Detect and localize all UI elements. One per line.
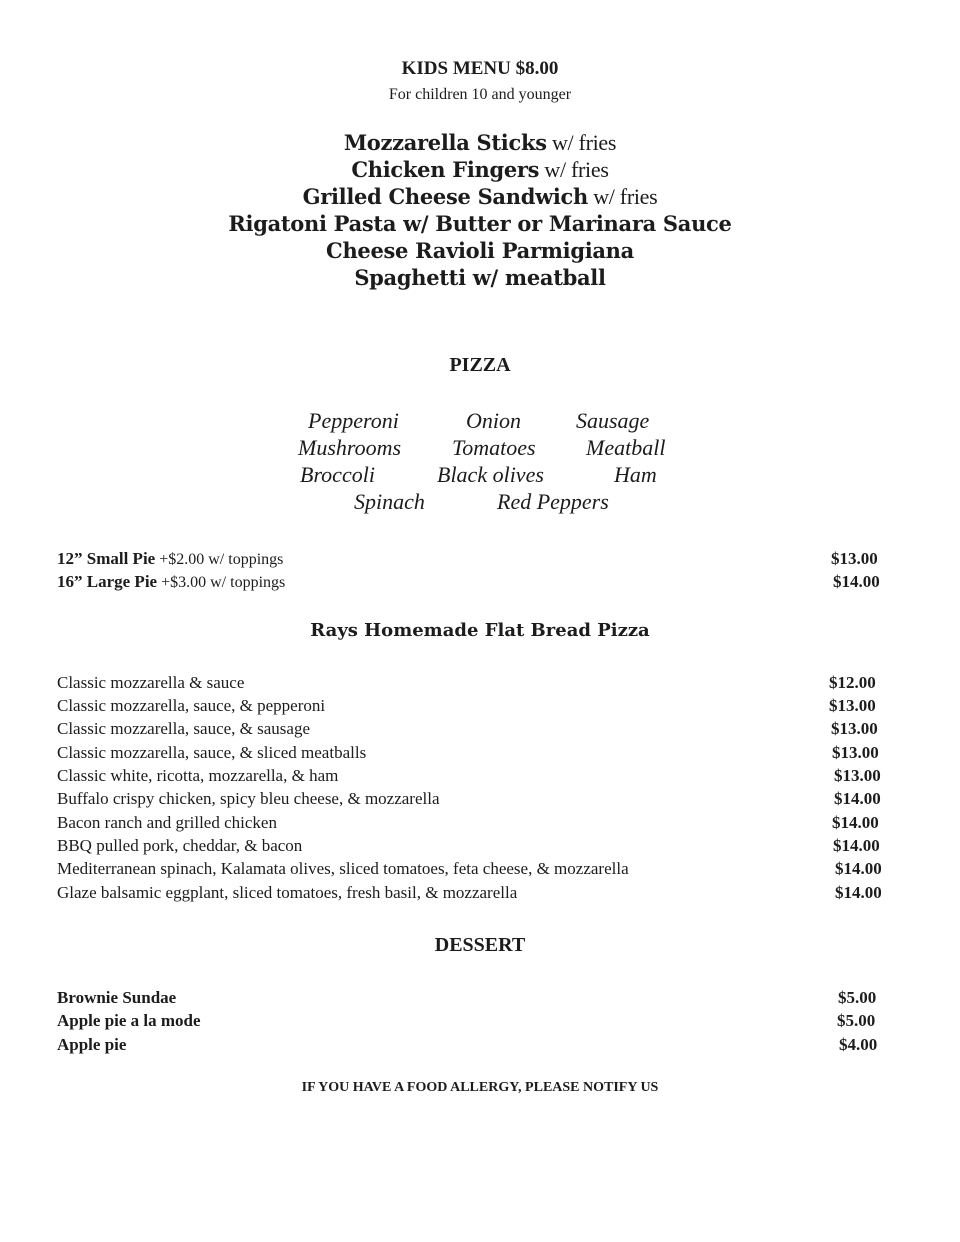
pie-label (57, 549, 283, 569)
kids-item-name: Chicken Fingers (351, 157, 540, 182)
pie-size: 16” Large Pie (57, 572, 158, 591)
pie-row (57, 549, 887, 571)
kids-item (0, 238, 960, 264)
flatbread-price: $13.00 (832, 743, 879, 762)
pie-size: 12” Small Pie (57, 549, 156, 568)
allergy-notice: IF YOU HAVE A FOOD ALLERGY, PLEASE NOTIFY US (301, 1080, 659, 1095)
kids-item-tail: w/ fries (588, 184, 658, 209)
flatbread-row (57, 859, 887, 881)
flatbread-name: Classic mozzarella, sauce, & sliced meatballs (57, 743, 367, 762)
flatbread-row (57, 673, 887, 695)
flatbread-name: Bacon ranch and grilled chicken (57, 813, 277, 832)
dessert-price: $5.00 (838, 988, 877, 1007)
flatbread-name: Classic mozzarella, sauce, & pepperoni (57, 696, 326, 715)
topping: Black olives (437, 462, 544, 487)
flatbread-price: $13.00 (831, 719, 878, 738)
flatbread-price: $13.00 (829, 696, 876, 715)
flatbread-name: Classic white, ricotta, mozzarella, & ham (57, 766, 339, 785)
kids-item (0, 211, 960, 237)
dessert-row (57, 988, 887, 1010)
kids-item (0, 130, 960, 156)
dessert-title: DESSERT (434, 934, 526, 956)
topping: Mushrooms (298, 435, 402, 460)
flatbread-row (57, 719, 887, 741)
flatbread-name: BBQ pulled pork, cheddar, & bacon (57, 836, 303, 855)
flatbread-row (57, 766, 887, 788)
kids-item (0, 184, 960, 210)
topping: Meatball (586, 435, 666, 460)
dessert-price: $5.00 (837, 1011, 876, 1030)
topping: Spinach (354, 489, 425, 514)
flatbread-price: $12.00 (829, 673, 876, 692)
dessert-price: $4.00 (839, 1035, 878, 1054)
flatbread-row (57, 696, 887, 718)
flatbread-title: Rays Homemade Flat Bread Pizza (310, 620, 650, 641)
flatbread-row (57, 743, 887, 765)
topping: Broccoli (300, 462, 375, 487)
kids-menu-subtitle: For children 10 and younger (388, 86, 572, 103)
pie-extra: +$3.00 w/ toppings (157, 574, 286, 591)
kids-item-name: Spaghetti w/ meatball (354, 265, 606, 290)
dessert-name: Apple pie a la mode (57, 1011, 201, 1030)
kids-item-name: Cheese Ravioli Parmigiana (326, 238, 634, 263)
flatbread-name: Classic mozzarella & sauce (57, 673, 245, 692)
kids-item-tail: w/ fries (539, 157, 609, 182)
pie-row (57, 572, 887, 594)
flatbread-name: Classic mozzarella, sauce, & sausage (57, 719, 311, 738)
topping: Pepperoni (308, 408, 399, 433)
pie-price: $14.00 (833, 572, 880, 591)
pie-price: $13.00 (831, 549, 878, 568)
topping: Ham (614, 462, 657, 487)
flatbread-price: $14.00 (834, 789, 881, 808)
dessert-row (57, 1011, 887, 1033)
flatbread-row (57, 813, 887, 835)
flatbread-price: $14.00 (835, 883, 882, 902)
topping: Sausage (576, 408, 650, 433)
kids-item (0, 265, 960, 291)
topping: Red Peppers (497, 489, 609, 514)
flatbread-name: Mediterranean spinach, Kalamata olives, sliced tomatoes, feta cheese, & mozzarella (57, 859, 629, 878)
pizza-title: PIZZA (449, 354, 511, 376)
flatbread-row (57, 789, 887, 811)
dessert-name: Brownie Sundae (57, 988, 177, 1007)
topping: Tomatoes (452, 435, 536, 460)
pie-label (57, 572, 285, 592)
dessert-name: Apple pie (57, 1035, 127, 1054)
kids-item-tail: w/ fries (546, 130, 617, 155)
flatbread-name: Glaze balsamic eggplant, sliced tomatoes, fresh basil, & mozzarella (57, 883, 518, 902)
flatbread-row (57, 883, 887, 905)
kids-item (0, 157, 960, 183)
flatbread-row (57, 836, 887, 858)
flatbread-price: $13.00 (834, 766, 881, 785)
flatbread-name: Buffalo crispy chicken, spicy bleu cheese, & mozzarella (57, 789, 440, 808)
topping: Onion (466, 408, 521, 433)
flatbread-price: $14.00 (835, 859, 882, 878)
pie-extra: +$2.00 w/ toppings (155, 551, 284, 568)
kids-item-name: Rigatoni Pasta w/ Butter or Marinara Sauce (228, 211, 732, 236)
dessert-row (57, 1035, 887, 1057)
flatbread-price: $14.00 (833, 836, 880, 855)
kids-item-name: Mozzarella Sticks (343, 130, 547, 155)
kids-menu-title: KIDS MENU $8.00 (401, 58, 559, 79)
flatbread-price: $14.00 (832, 813, 879, 832)
kids-item-name: Grilled Cheese Sandwich (302, 184, 588, 209)
